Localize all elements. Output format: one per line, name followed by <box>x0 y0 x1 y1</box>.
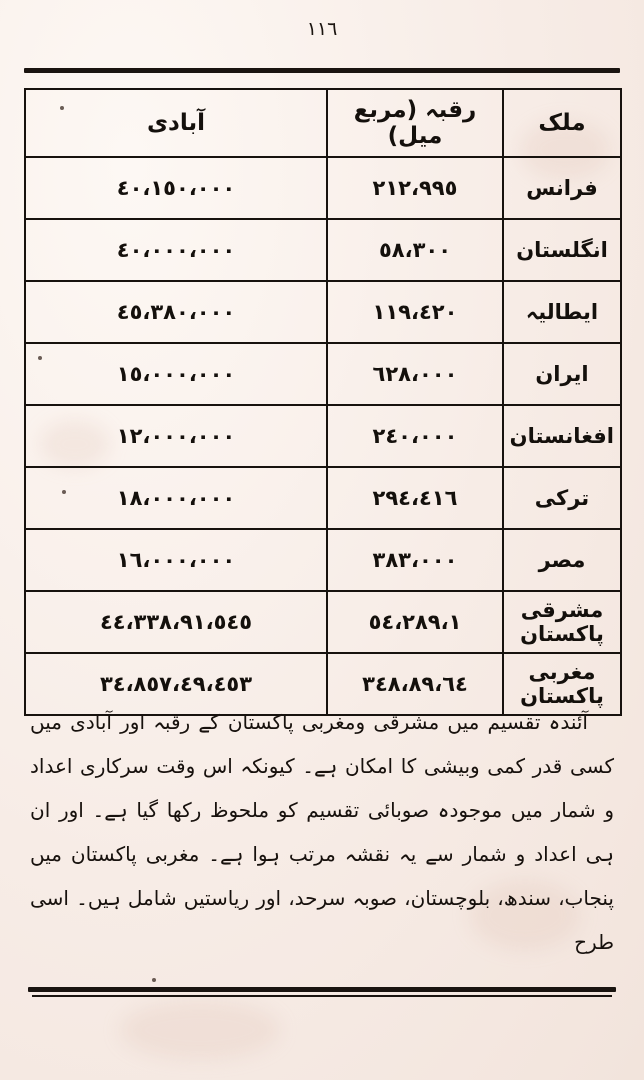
page-number: ١١٦ <box>306 18 338 40</box>
cell-country: ایران <box>503 343 621 405</box>
table-row <box>25 529 621 591</box>
cell-area: ٢٤٠،٠٠٠ <box>327 405 503 467</box>
cell-country: ترکی <box>503 467 621 529</box>
cell-area: ٦٢٨،٠٠٠ <box>327 343 503 405</box>
cell-country: افغانستان <box>503 405 621 467</box>
column-header-area: رقبہ (مربع میل) <box>327 89 503 157</box>
table-row <box>25 405 621 467</box>
cell-area: ١١٩،٤٢٠ <box>327 281 503 343</box>
cell-population: ١٥،٠٠٠،٠٠٠ <box>25 343 327 405</box>
paper-stain <box>120 1000 280 1060</box>
cell-population: ٤٠،١٥٠،٠٠٠ <box>25 157 327 219</box>
cell-area: ٥٤،٢٨٩،١ <box>327 591 503 653</box>
cell-area: ٣٨٣،٠٠٠ <box>327 529 503 591</box>
cell-population: ١٢،٠٠٠،٠٠٠ <box>25 405 327 467</box>
cell-population: ١٦،٠٠٠،٠٠٠ <box>25 529 327 591</box>
ink-speck <box>38 356 42 360</box>
cell-country: انگلستان <box>503 219 621 281</box>
table-row <box>25 157 621 219</box>
table-row <box>25 467 621 529</box>
cell-country: ایطالیہ <box>503 281 621 343</box>
cell-country: مصر <box>503 529 621 591</box>
body-paragraph-block <box>30 700 614 964</box>
table-row <box>25 281 621 343</box>
bottom-divider-rule <box>28 987 616 992</box>
ink-speck <box>152 978 156 982</box>
cell-area: ٣٤٨،٨٩،٦٤ <box>327 653 503 715</box>
table-row <box>25 219 621 281</box>
cell-population: ١٨،٠٠٠،٠٠٠ <box>25 467 327 529</box>
top-divider-rule <box>24 68 620 73</box>
column-header-country: ملک <box>503 89 621 157</box>
table-row <box>25 591 621 653</box>
cell-population: ٣٤،٨٥٧،٤٩،٤٥٣ <box>25 653 327 715</box>
ink-speck <box>60 106 64 110</box>
cell-population: ٤٤،٣٣٨،٩١،٥٤٥ <box>25 591 327 653</box>
column-header-population: آبادی <box>25 89 327 157</box>
statistics-table <box>24 88 622 716</box>
cell-country: مشرقی پاکستان <box>503 591 621 653</box>
ink-speck <box>62 490 66 494</box>
table-row <box>25 343 621 405</box>
cell-population: ٤٥،٣٨٠،٠٠٠ <box>25 281 327 343</box>
cell-country: فرانس <box>503 157 621 219</box>
body-paragraph: آئندہ تقسیم میں مشرقی ومغربی پاکستان کے رقبہ اور آبادی میں کسی قدر کمی وبیشی کا امکان ہے۔ کیونکہ اس وقت سرکاری اعداد و شمار میں موجودہ صوبائی تقسیم کو ملحوظ رکھا گیا ہے۔ اور ان ہی اعداد و شمار سے یہ نقشہ مرتب ہوا ہے۔ مغربی پاکستان میں پنجاب، سندھ، بلوچستان، صوبہ سرحد، اور ریاستیں شامل ہیں۔ اسی طرح <box>30 710 614 954</box>
cell-area: ٢١٢،٩٩٥ <box>327 157 503 219</box>
cell-area: ٥٨،٣٠٠ <box>327 219 503 281</box>
table-header-row <box>25 89 621 157</box>
cell-country: مغربی پاکستان <box>503 653 621 715</box>
cell-area: ٢٩٤،٤١٦ <box>327 467 503 529</box>
cell-population: ٤٠،٠٠٠،٠٠٠ <box>25 219 327 281</box>
